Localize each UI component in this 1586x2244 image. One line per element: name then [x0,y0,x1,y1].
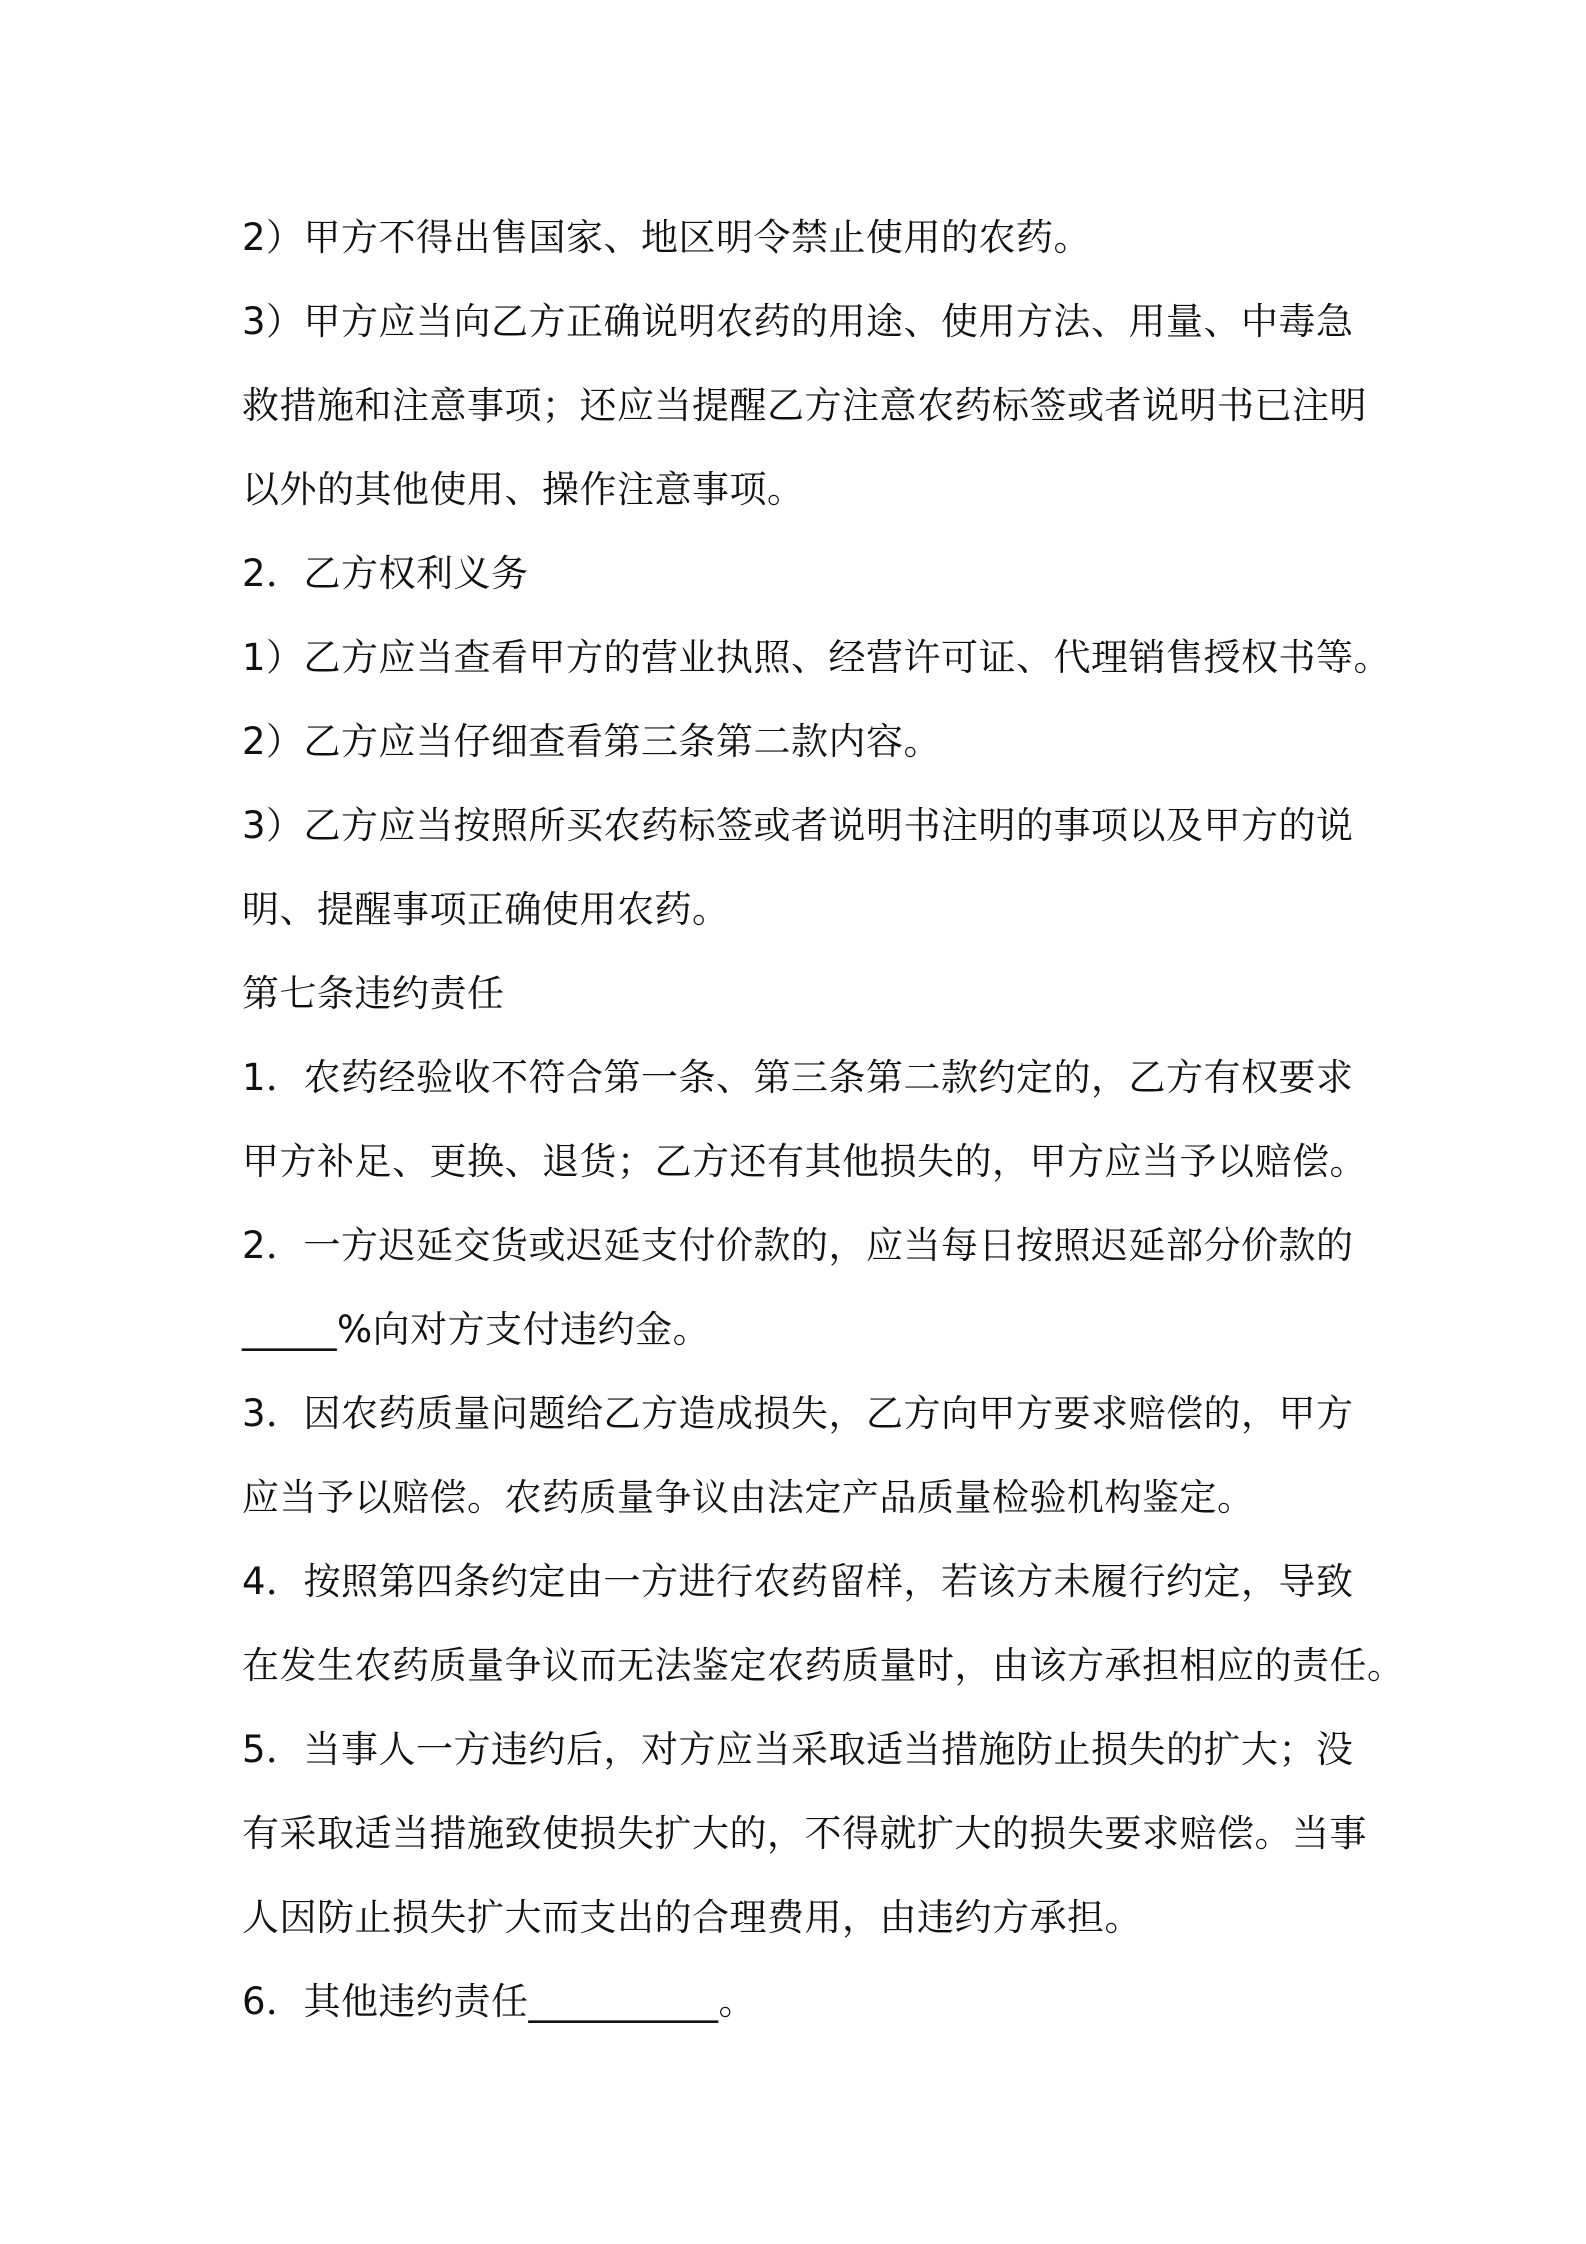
document-line: 甲方补足、更换、退货；乙方还有其他损失的，甲方应当予以赔偿。 [242,1140,1367,1183]
document-line: 2．一方迟延交货或迟延支付价款的，应当每日按照迟延部分价款的 [242,1224,1354,1267]
section-heading: 2．乙方权利义务 [242,552,529,595]
document-body [242,196,1405,2044]
document-line: 1．农药经验收不符合第一条、第三条第二款约定的，乙方有权要求 [242,1056,1354,1099]
document-line: 在发生农药质量争议而无法鉴定农药质量时，由该方承担相应的责任。 [242,1644,1405,1687]
document-line: 以外的其他使用、操作注意事项。 [242,468,805,511]
document-line: 应当予以赔偿。农药质量争议由法定产品质量检验机构鉴定。 [242,1476,1255,1519]
document-line: _____%向对方支付违约金。 [242,1308,711,1351]
document-line: 2）乙方应当仔细查看第三条第二款内容。 [242,720,942,763]
document-line: 6．其他违约责任__________。 [242,1980,757,2023]
article-heading: 第七条违约责任 [242,972,505,1015]
document-line: 3）乙方应当按照所买农药标签或者说明书注明的事项以及甲方的说 [242,804,1354,847]
document-line: 3．因农药质量问题给乙方造成损失，乙方向甲方要求赔偿的，甲方 [242,1392,1354,1435]
document-line: 4．按照第四条约定由一方进行农药留样，若该方未履行约定，导致 [242,1560,1354,1603]
document-line: 3）甲方应当向乙方正确说明农药的用途、使用方法、用量、中毒急 [242,300,1354,343]
document-line: 明、提醒事项正确使用农药。 [242,888,730,931]
document-line: 5．当事人一方违约后，对方应当采取适当措施防止损失的扩大；没 [242,1728,1354,1771]
document-line: 2）甲方不得出售国家、地区明令禁止使用的农药。 [242,216,1092,259]
document-line: 有采取适当措施致使损失扩大的，不得就扩大的损失要求赔偿。当事 [242,1812,1367,1855]
document-line: 1）乙方应当查看甲方的营业执照、经营许可证、代理销售授权书等。 [242,636,1392,679]
document-line: 人因防止损失扩大而支出的合理费用，由违约方承担。 [242,1896,1142,1939]
document-line: 救措施和注意事项；还应当提醒乙方注意农药标签或者说明书已注明 [242,384,1367,427]
